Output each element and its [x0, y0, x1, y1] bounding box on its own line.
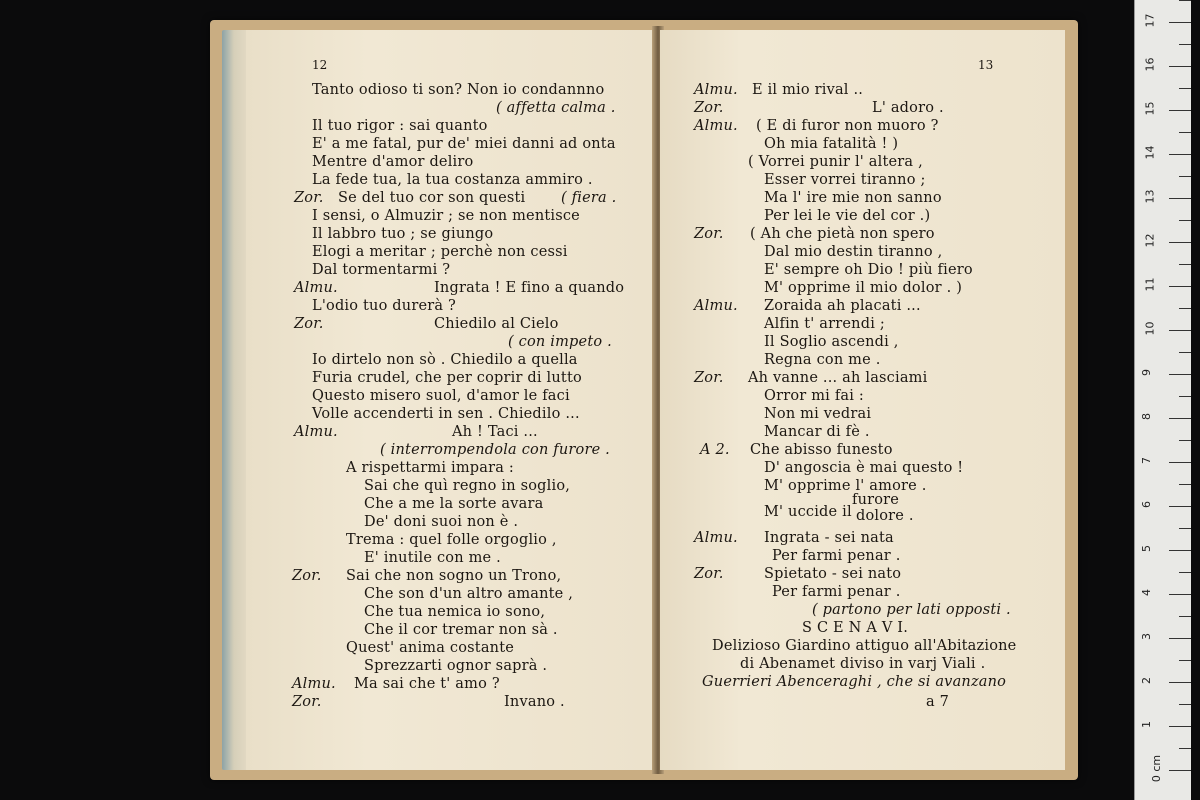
text-line: Zor.	[694, 566, 724, 582]
ruler-tick	[1169, 374, 1191, 375]
ruler-label: 13	[1143, 189, 1157, 204]
text-line: Volle accenderti in sen . Chiedilo ...	[312, 406, 580, 422]
text-line: Zor.	[292, 568, 322, 584]
text-line: Non mi vedrai	[764, 406, 872, 422]
text-line: Almu.	[294, 424, 338, 440]
ruler-tick	[1169, 154, 1191, 155]
text-line: E il mio rival ..	[752, 82, 864, 98]
text-line: Zor.	[294, 316, 324, 332]
text-line: Ma sai che t' amo ?	[354, 676, 500, 692]
ruler-label: 6	[1140, 501, 1153, 508]
ruler-tick	[1169, 594, 1191, 595]
text-line: Zor.	[694, 370, 724, 386]
text-line: Sprezzarti ognor saprà .	[364, 658, 548, 674]
ruler-tick	[1179, 264, 1191, 265]
ruler-tick	[1179, 308, 1191, 309]
text-line: Che tua nemica io sono,	[364, 604, 546, 620]
text-line: Che abisso funesto	[750, 442, 893, 458]
text-line: Mentre d'amor deliro	[312, 154, 474, 170]
ruler-tick	[1169, 22, 1191, 23]
ruler-label: 8	[1140, 413, 1153, 420]
ruler-label: 4	[1140, 589, 1153, 596]
text-line: M' opprime l' amore .	[764, 478, 927, 494]
text-line: Chiedilo al Cielo	[434, 316, 559, 332]
ruler-tick	[1179, 440, 1191, 441]
text-line: Dal mio destin tiranno ,	[764, 244, 943, 260]
ruler-tick	[1179, 704, 1191, 705]
ruler-tick	[1179, 44, 1191, 45]
text-line: ( Ah che pietà non spero	[750, 226, 935, 242]
ruler-label: 3	[1140, 633, 1153, 640]
left-page	[246, 30, 656, 770]
ruler-tick	[1179, 528, 1191, 529]
ruler-tick	[1179, 0, 1191, 1]
ruler-tick	[1169, 330, 1191, 331]
text-line: ( E di furor non muoro ?	[756, 118, 939, 134]
text-line: Guerrieri Abenceraghi , che si avanzano	[702, 674, 1007, 690]
text-line: Ah vanne ... ah lasciami	[748, 370, 928, 386]
ruler-tick	[1179, 484, 1191, 485]
text-line: Se del tuo cor son questi	[338, 190, 526, 206]
text-line: Sai che non sogno un Trono,	[346, 568, 562, 584]
text-line: Almu.	[694, 298, 738, 314]
text-line: Zor.	[292, 694, 322, 710]
text-line: ( affetta calma .	[496, 100, 616, 116]
ruler-tick	[1179, 352, 1191, 353]
text-line: furore	[852, 492, 900, 508]
ruler-tick	[1169, 242, 1191, 243]
ruler-tick	[1169, 506, 1191, 507]
text-line: dolore .	[856, 508, 914, 524]
ruler-tick	[1169, 770, 1191, 771]
ruler-label: 14	[1143, 145, 1157, 160]
ruler-label: 17	[1143, 13, 1157, 28]
text-line: ( interrompendola con furore .	[380, 442, 610, 458]
text-line: Alfin t' arrendi ;	[764, 316, 885, 332]
text-line: Zor.	[694, 100, 724, 116]
ruler-tick	[1179, 396, 1191, 397]
right-page	[660, 30, 1065, 770]
text-line: ( Vorrei punir l' altera ,	[748, 154, 923, 170]
text-line: A 2.	[700, 442, 730, 458]
text-line: Spietato - sei nato	[764, 566, 902, 582]
text-line: ( partono per lati opposti .	[812, 602, 1011, 618]
text-line: L' adoro .	[872, 100, 944, 116]
ruler-label: 1	[1140, 721, 1153, 728]
ruler-tick	[1169, 550, 1191, 551]
text-line: E' a me fatal, pur de' miei danni ad onta	[312, 136, 616, 152]
text-line: E' inutile con me .	[364, 550, 501, 566]
text-line: Almu.	[292, 676, 336, 692]
text-line: Che son d'un altro amante ,	[364, 586, 574, 602]
ruler-label: 12	[1143, 233, 1157, 248]
ruler-tick	[1169, 110, 1191, 111]
text-line: Furia crudel, che per coprir di lutto	[312, 370, 582, 386]
text-line: Il Soglio ascendi ,	[764, 334, 899, 350]
ruler-label: 0 cm	[1150, 754, 1164, 783]
text-line: Delizioso Giardino attiguo all'Abitazione	[712, 638, 1017, 654]
text-line: Invano .	[504, 694, 565, 710]
text-line: De' doni suoi non è .	[364, 514, 519, 530]
ruler-tick	[1169, 462, 1191, 463]
ruler-label: 2	[1140, 677, 1153, 684]
text-line: Ah ! Taci ...	[452, 424, 538, 440]
text-line: L'odio tuo durerà ?	[312, 298, 456, 314]
ruler-tick	[1169, 418, 1191, 419]
text-line: Regna con me .	[764, 352, 881, 368]
text-line: I sensi, o Almuzir ; se non mentisce	[312, 208, 580, 224]
text-line: La fede tua, la tua costanza ammiro .	[312, 172, 593, 188]
text-line: Ingrata - sei nata	[764, 530, 894, 546]
ruler-tick	[1169, 726, 1191, 727]
text-line: E' sempre oh Dio ! più fiero	[764, 262, 973, 278]
text-line: Questo misero suol, d'amor le faci	[312, 388, 570, 404]
text-line: Che il cor tremar non sà .	[364, 622, 558, 638]
page-number: 13	[978, 58, 994, 72]
text-line: Almu.	[294, 280, 338, 296]
text-line: M' opprime il mio dolor . )	[764, 280, 963, 296]
text-line: Sai che quì regno in soglio,	[364, 478, 571, 494]
text-line: Zoraida ah placati ...	[764, 298, 921, 314]
text-line: A rispettarmi impara :	[346, 460, 514, 476]
text-line: Che a me la sorte avara	[364, 496, 544, 512]
text-line: Il tuo rigor : sai quanto	[312, 118, 488, 134]
ruler-label: 16	[1143, 57, 1157, 72]
text-line: Oh mia fatalità ! )	[764, 136, 899, 152]
ruler-tick	[1179, 616, 1191, 617]
ruler-label: 15	[1143, 101, 1157, 116]
text-line: Tanto odioso ti son? Non io condannno	[312, 82, 605, 98]
ruler-tick	[1179, 660, 1191, 661]
ruler-tick	[1179, 88, 1191, 89]
ruler-tick	[1179, 132, 1191, 133]
ruler-tick	[1179, 176, 1191, 177]
ruler-label: 9	[1140, 369, 1153, 376]
text-line: Io dirtelo non sò . Chiedilo a quella	[312, 352, 578, 368]
text-line: D' angoscia è mai questo !	[764, 460, 964, 476]
text-line: a 7	[926, 694, 950, 710]
text-line: Quest' anima costante	[346, 640, 515, 656]
text-line: Zor.	[294, 190, 324, 206]
text-line: Almu.	[694, 82, 738, 98]
text-line: Per farmi penar .	[772, 584, 901, 600]
ruler-tick	[1179, 572, 1191, 573]
ruler-label: 10	[1143, 321, 1157, 336]
text-line: ( con impeto .	[508, 334, 612, 350]
text-line: Esser vorrei tiranno ;	[764, 172, 926, 188]
ruler-tick	[1169, 66, 1191, 67]
ruler-tick	[1169, 682, 1191, 683]
text-line: Mancar di fè .	[764, 424, 870, 440]
text-line: M' uccide il	[764, 504, 852, 520]
text-line: Ma l' ire mie non sanno	[764, 190, 942, 206]
measuring-ruler	[1134, 0, 1191, 800]
ruler-tick	[1169, 198, 1191, 199]
text-line: Elogi a meritar ; perchè non cessi	[312, 244, 568, 260]
text-line: Per lei le vie del cor .)	[764, 208, 931, 224]
ruler-tick	[1169, 286, 1191, 287]
page-number: 12	[312, 58, 328, 72]
text-line: Zor.	[694, 226, 724, 242]
ruler-label: 7	[1140, 457, 1153, 464]
ruler-tick	[1169, 638, 1191, 639]
text-line: Orror mi fai :	[764, 388, 864, 404]
ruler-tick	[1179, 748, 1191, 749]
text-line: S C E N A V I.	[802, 620, 909, 636]
text-line: di Abenamet diviso in varj Viali .	[740, 656, 986, 672]
ruler-label: 5	[1140, 545, 1153, 552]
text-line: Dal tormentarmi ?	[312, 262, 451, 278]
text-line: Ingrata ! E fino a quando	[434, 280, 625, 296]
text-line: Almu.	[694, 118, 738, 134]
text-line: Almu.	[694, 530, 738, 546]
text-line: Per farmi penar .	[772, 548, 901, 564]
ruler-label: 11	[1143, 277, 1157, 292]
text-line: Trema : quel folle orgoglio ,	[346, 532, 557, 548]
text-line: Il labbro tuo ; se giungo	[312, 226, 494, 242]
ruler-tick	[1179, 220, 1191, 221]
text-line: ( fiera .	[561, 190, 617, 206]
